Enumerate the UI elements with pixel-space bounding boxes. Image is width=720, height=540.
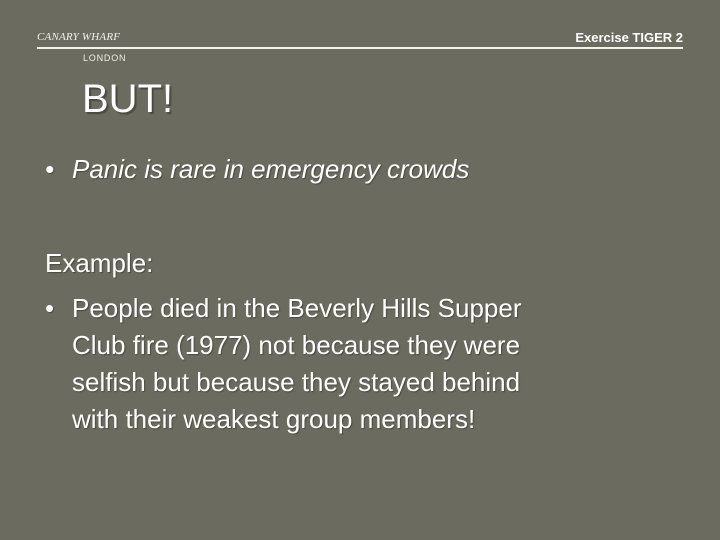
exercise-label: Exercise TIGER 2 — [575, 30, 683, 45]
example-bullet-text: People died in the Beverly Hills Supper Club fire (1977) not because they were selfish but because they stayed behind with their weakest group members! — [72, 293, 522, 434]
header-divider — [37, 47, 683, 49]
bullet-marker: • — [45, 154, 55, 184]
example-bullet — [45, 290, 660, 438]
canary-wharf-logo-text: CANARY WHARF — [37, 31, 121, 43]
bullet-marker: • — [45, 293, 55, 323]
example-label: Example: — [45, 248, 154, 278]
london-logo-text: LONDON — [83, 53, 127, 63]
slide-title: BUT! — [82, 77, 174, 121]
panic-bullet — [45, 153, 469, 185]
panic-bullet-text: Panic is rare in emergency crowds — [72, 154, 470, 184]
